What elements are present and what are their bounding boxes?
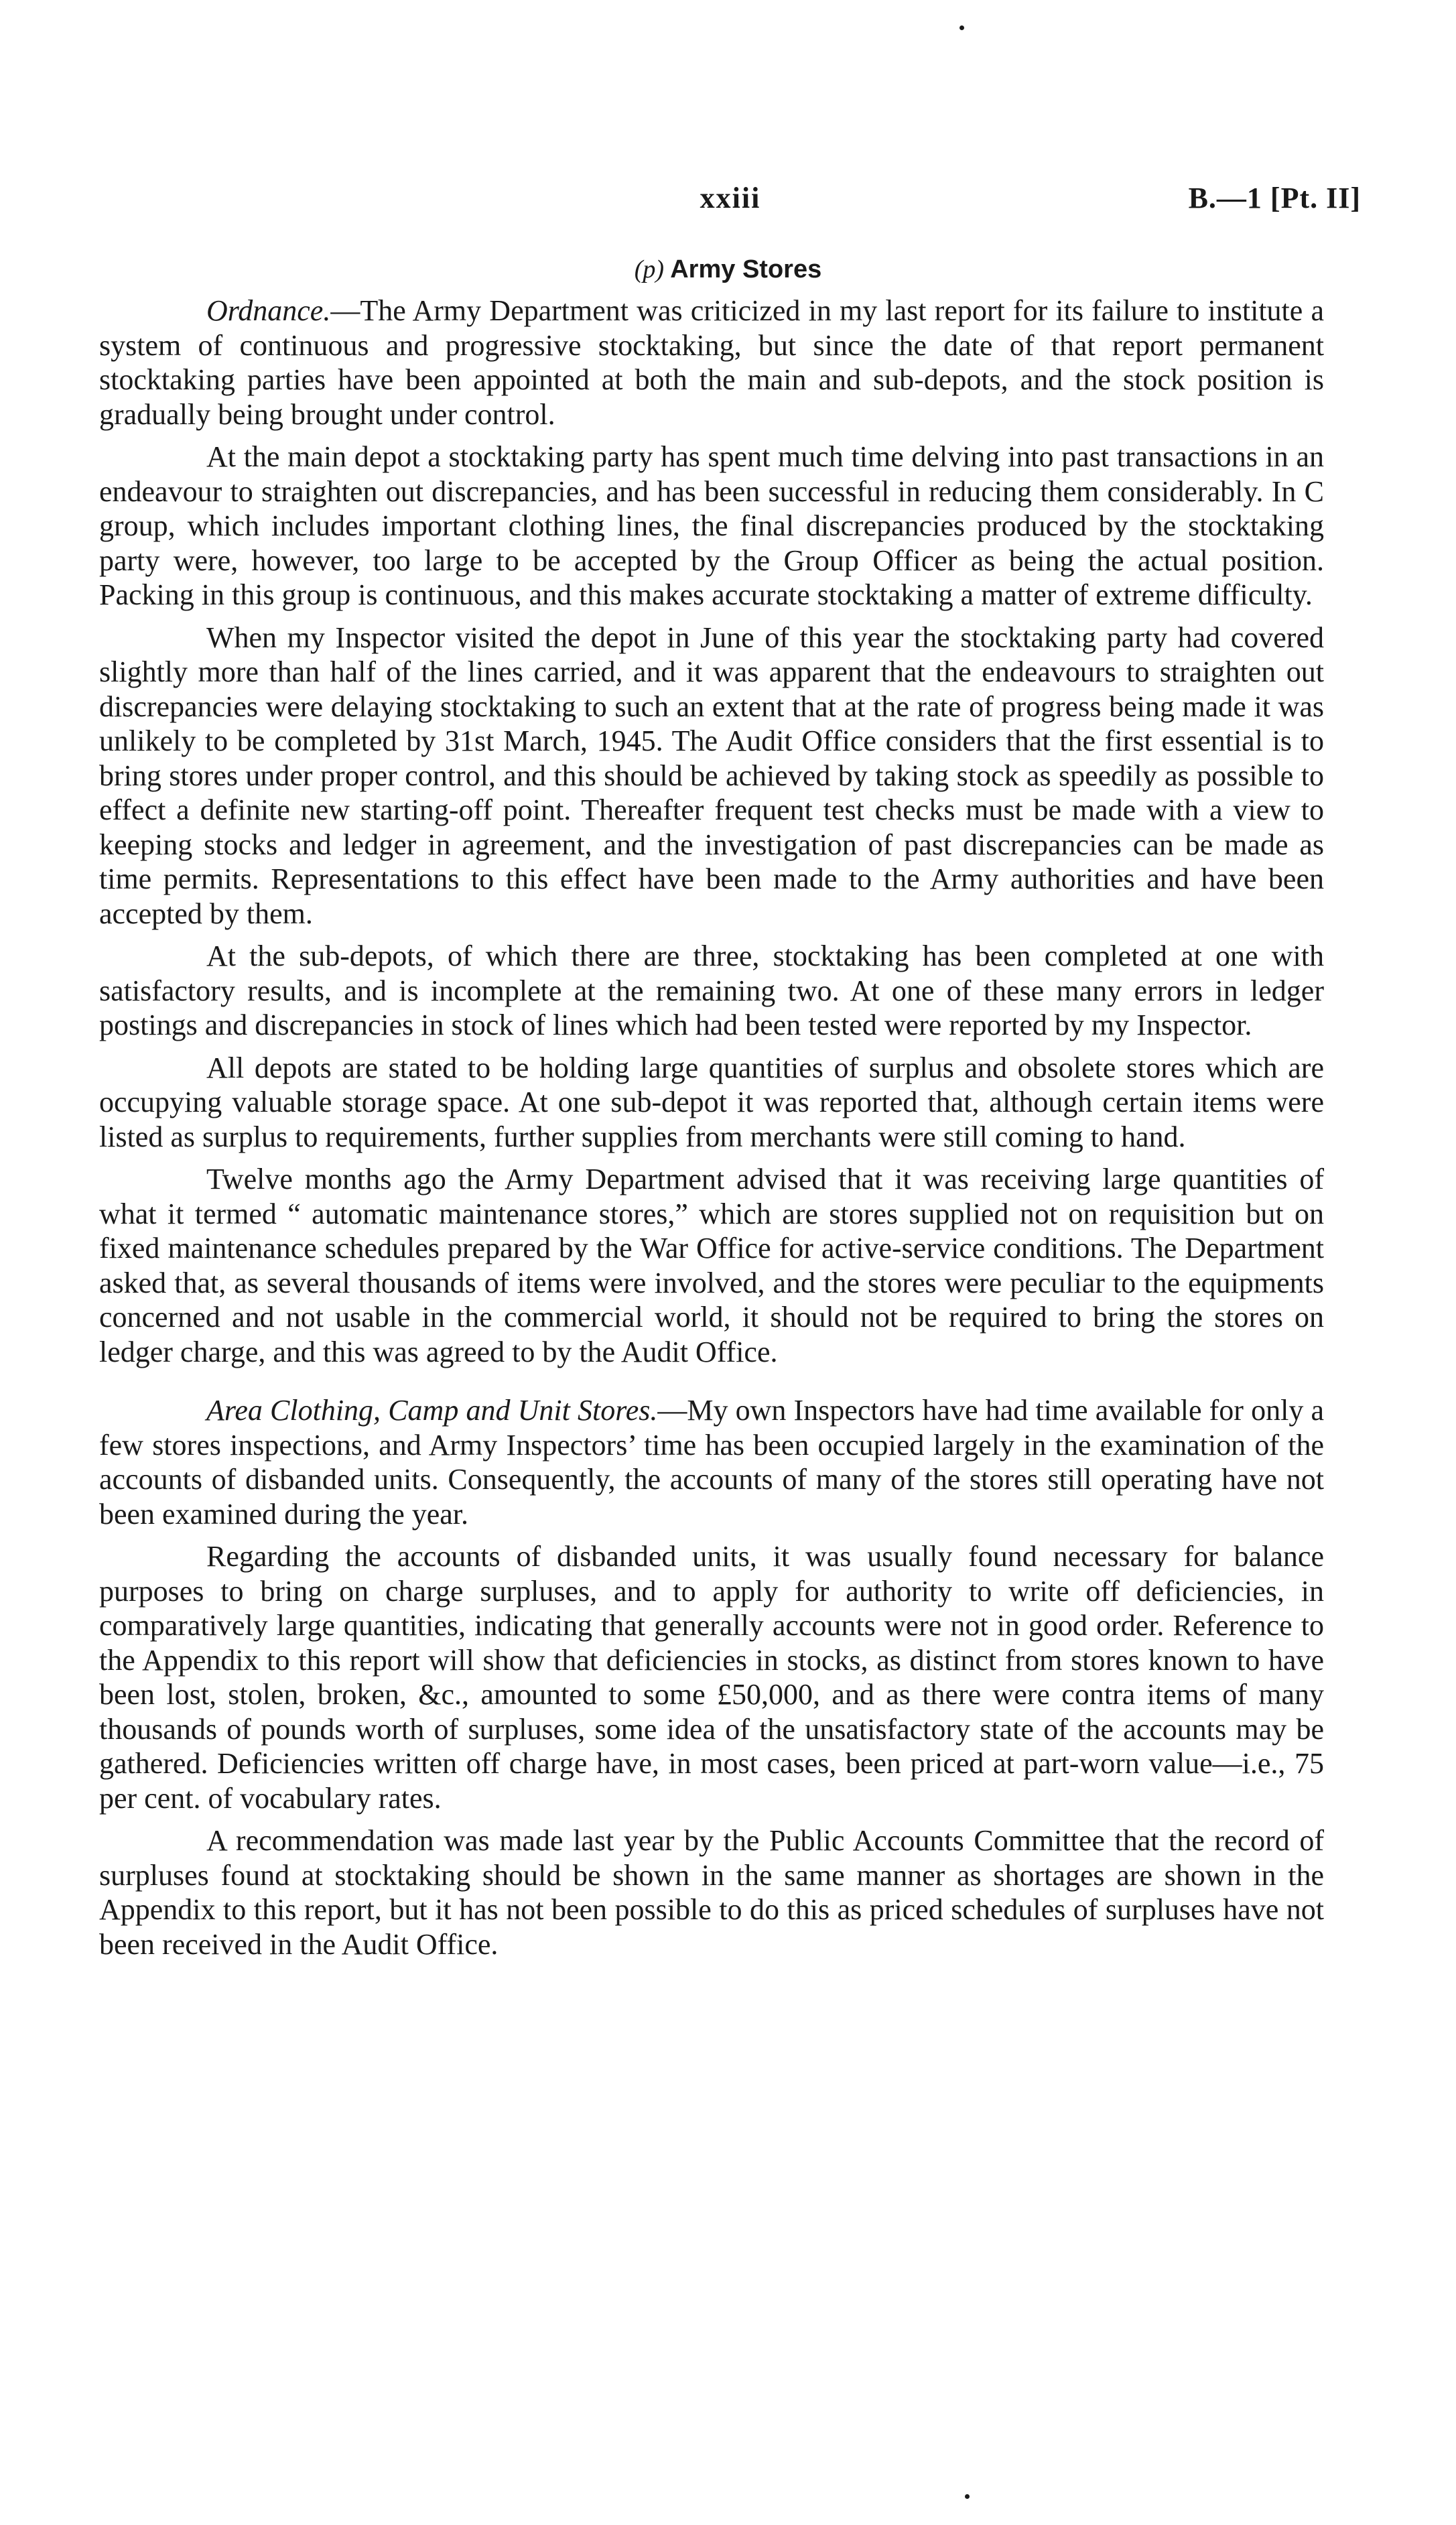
paragraph-main-depot: At the main depot a stocktaking party has spent much time delving into past transactions in an endeavour to straighten out discrepancies, and has been successful in reducing them considerably. In C group, which includes important clothing lines, the final discrepancies produced by the stocktaking party were, however, too large to be accepted by the Group Officer as being the actual position. Packing in this group is continuous, and this makes accurate stocktaking a matter of extreme difficulty. (99, 440, 1324, 611)
paragraph-automatic-maintenance: Twelve months ago the Army Department advised that it was receiving large quantities of what it termed “ automatic maintenance stores,” which are stores supplied not on requisition but on fixed maintenance schedules prepared by the War Office for active-service conditions. The Department asked that, as several thousands of items were involved, and the stores were peculiar to the equipments concerned and not usable in the commercial world, it should not be required to bring the stores on ledger charge, and this was agreed to by the Audit Office. (99, 1163, 1324, 1368)
subhead-area-clothing: Area Clothing, Camp and Unit Stores. (206, 1394, 658, 1427)
section-heading (0, 255, 1456, 284)
document-body (99, 294, 1324, 1969)
paragraph-text: —The Army Department was criticized in my last report for its failure to institute a system of continuous and progressive stocktaking, but since the date of that report permanent stocktaking parties have been appointed at both the main and sub-depots, and the stock position is gradually being brought under control. (99, 294, 1324, 431)
paragraph-sub-depots: At the sub-depots, of which there are three, stocktaking has been completed at one with satisfactory results, and is incomplete at the remaining two. At one of these many errors in ledger postings and discrepancies in stock of lines which had been tested were reported by my Inspector. (99, 940, 1324, 1041)
paragraph-inspector-visit: When my Inspector visited the depot in June of this year the stocktaking party had covered slightly more than half of the lines carried, and it was apparent that the endeavours to straighten out discrepancies were delaying stocktaking to such an extent that at the rate of progress being made it was unlikely to be completed by 31st March, 1945. The Audit Office considers that the first essential is to bring stores under proper control, and this should be achieved by taking stock as speedily as possible to effect a definite new starting-off point. Thereafter frequent test checks must be made with a view to keeping stocks and ledger in agreement, and the investigation of past discrepancies can be made as time permits. Representations to this effect have been made to the Army authorities and have been accepted by them. (99, 621, 1324, 930)
paragraph-text: —My own Inspectors have had time available for only a few stores inspections, and Army Inspectors’ time has been occupied largely in the examination of the accounts of disbanded units. Consequently, the accounts of many of the stores still operating have not been examined during the year. (99, 1394, 1324, 1531)
section-letter: (p) (634, 255, 665, 283)
paragraph-ordnance (99, 294, 1324, 432)
section-title: Army Stores (670, 255, 822, 283)
bottom-ink-mark (965, 2494, 970, 2499)
document-reference: B.—1 [Pt. II] (1188, 182, 1361, 214)
paragraph-surplus-stores: All depots are stated to be holding large quantities of surplus and obsolete stores which are occupying valuable storage space. At one sub-depot it was reported that, although certain items were listed as surplus to requirements, further supplies from merchants were still coming to hand. (99, 1051, 1324, 1153)
paragraph-disbanded-units: Regarding the accounts of disbanded units, it was usually found necessary for balance purposes to bring on charge surpluses, and to apply for authority to write off deficiencies, in comparatively large quantities, indicating that generally accounts were not in good order. Reference to the Appendix to this report will show that deficiencies in stocks, as distinct from stores known to have been lost, stolen, broken, &c., amounted to some £50,000, and as there were contra items of many thousands of pounds worth of surpluses, some idea of the unsatisfactory state of the accounts may be gathered. Deficiencies written off charge have, in most cases, been priced at part-worn value—i.e., 75 per cent. of vocabulary rates. (99, 1540, 1324, 1815)
paragraph-recommendation: A recommendation was made last year by the Public Accounts Committee that the record of surpluses found at stocktaking should be shown in the same manner as shortages are shown in the Appendix to this report, but it has not been possible to do this as priced schedules of surpluses have not been received in the Audit Office. (99, 1824, 1324, 1961)
page-number: xxiii (700, 182, 761, 214)
top-ink-mark (959, 25, 964, 30)
paragraph-area-clothing (99, 1393, 1324, 1531)
subhead-ordnance: Ordnance. (206, 294, 331, 327)
